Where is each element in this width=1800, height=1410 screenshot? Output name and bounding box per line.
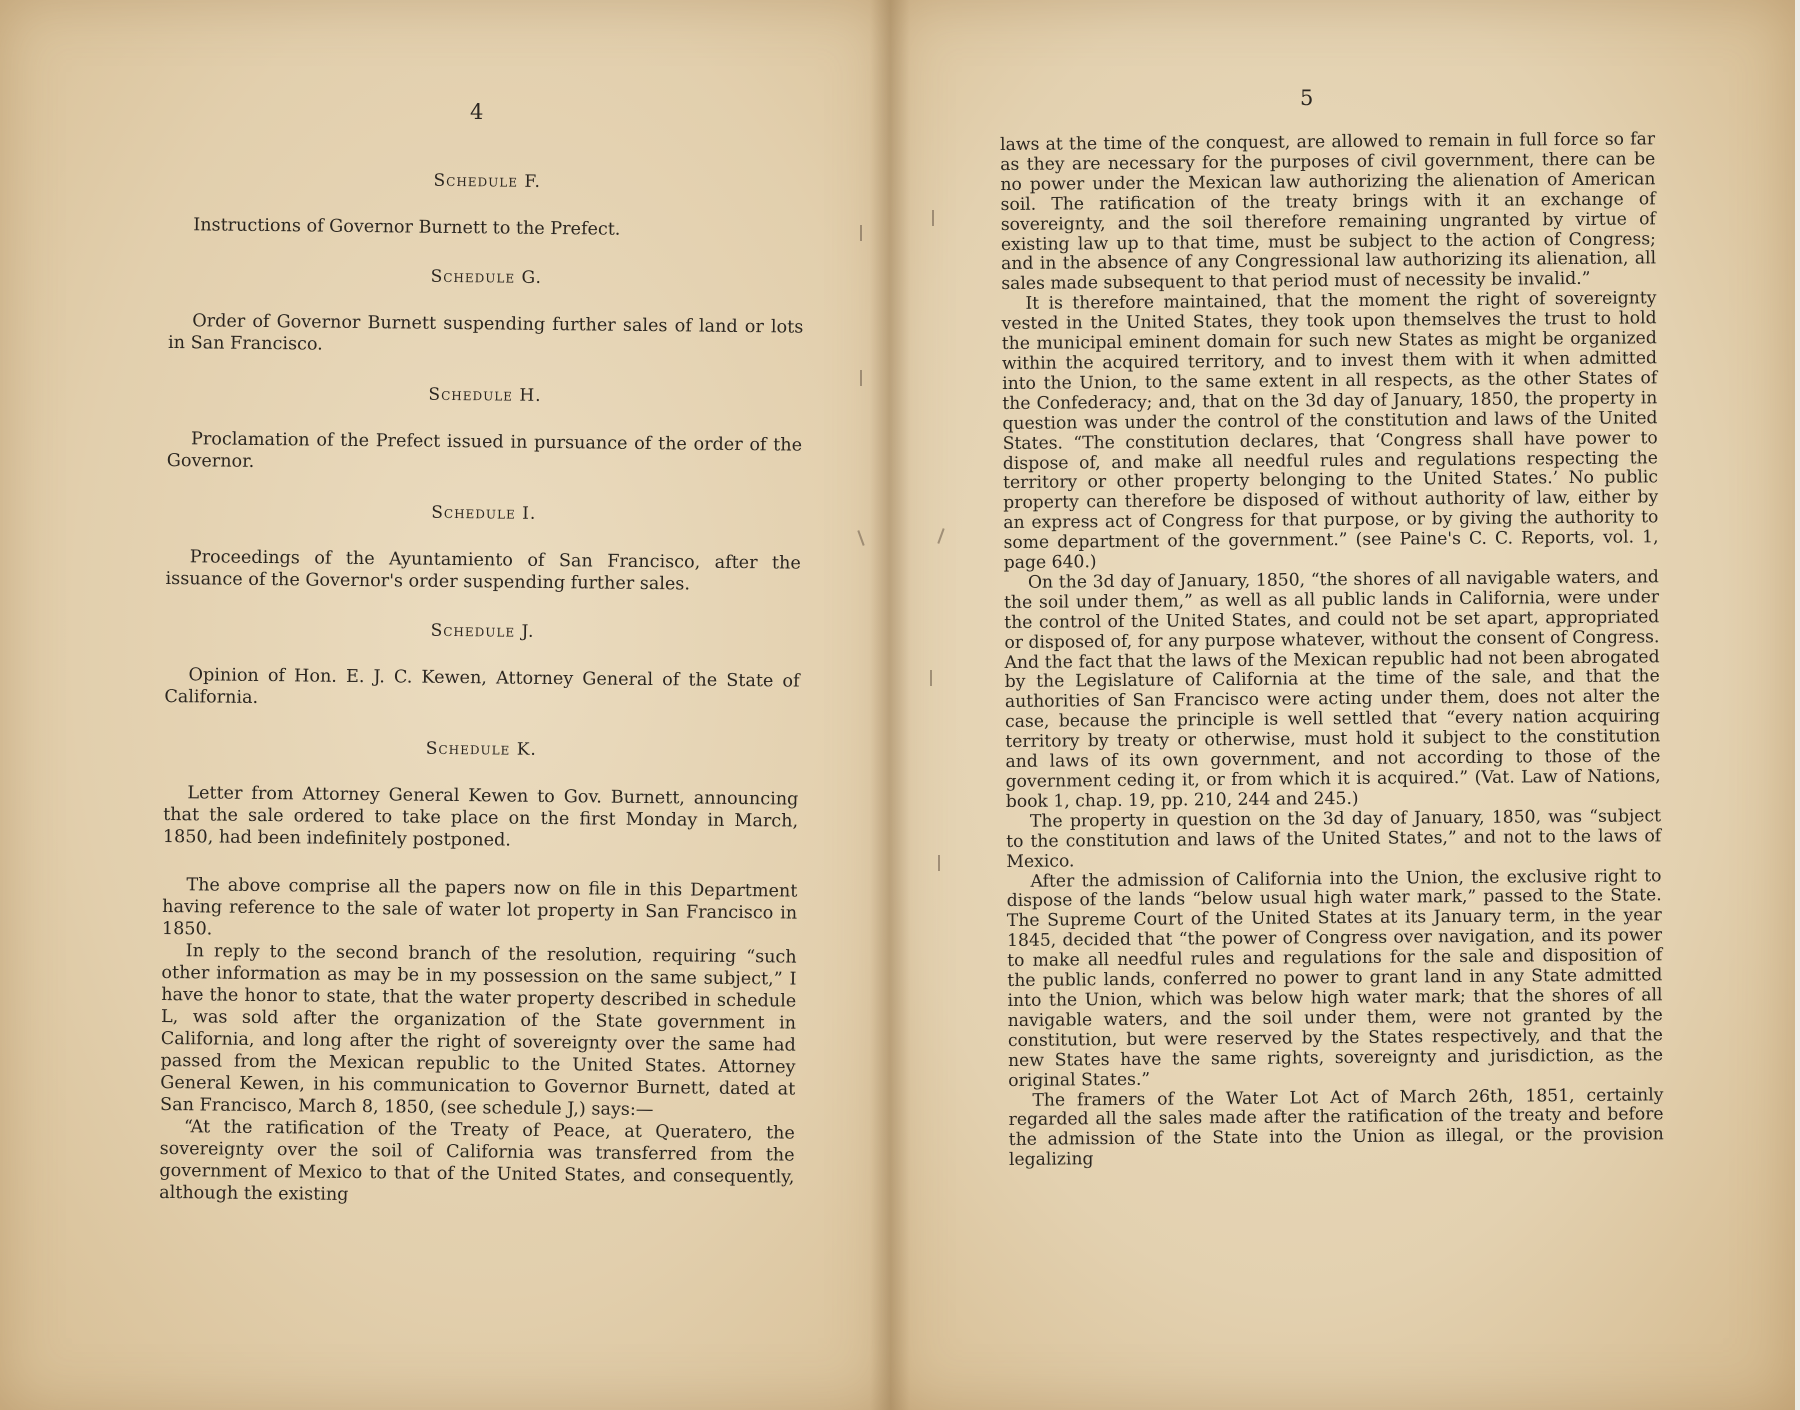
schedule-text: Proclamation of the Prefect issued in pursuance of the order of the Governor. <box>166 429 803 472</box>
left-page <box>0 0 890 1410</box>
right-page <box>890 0 1795 1410</box>
body-paragraph: The property in question on the 3d day of January, 1850, was “subject to the constitution and laws of the United States,” and not to the laws of Mexico. <box>1006 806 1662 872</box>
schedule-heading: Schedule I. <box>431 502 537 524</box>
schedule-heading: Schedule J. <box>430 620 535 642</box>
body-paragraph: After the admission of California into the Union, the exclusive right to dispose of the lands “below usual high water mark,” passed to the State. The Supreme Court of the United States at its January term, in the year 1845, decided that “the power of Congress over navigation, and its power to make all needful rules and regulations for the sale and disposition of the public lands, conferred no power to grant land in any State admitted into the Union, which was below high water mark; that the shores of all navigable waters, and the soil under them, were not granted by the constitution, but were reserved by the States respectively, and that the new States have the same rights, sovereignty and jurisdiction, as the original States.” <box>1006 865 1664 1091</box>
binding-mark <box>860 370 862 386</box>
right-page-number: 5 <box>1300 86 1315 110</box>
schedule-heading: Schedule G. <box>430 266 543 288</box>
schedule-heading: Schedule K. <box>425 738 537 760</box>
schedule-heading: Schedule F. <box>433 170 542 192</box>
binding-mark <box>938 855 940 871</box>
left-page-number: 4 <box>470 100 485 124</box>
body-paragraph: In reply to the second branch of the resolution, requiring “such other information as may be in my possession on the same subject,” I have the honor to state, that the water property described in schedule L, was sold after the organization of the State government in California, and long after the right of sovereignty over the same had passed from the Mexican republic to the United States. Attorney General Kewen, in his communication to Governor Burnett, dated at San Francisco, March 8, 1850, (see schedule J,) says:— <box>159 941 797 1121</box>
left-page-column <box>159 160 805 1211</box>
binding-marks <box>860 0 960 1410</box>
schedule-text: Opinion of Hon. E. J. C. Kewen, Attorney General of the State of California. <box>164 665 800 708</box>
body-paragraph: “At the ratification of the Treaty of Peace, at Queratero, the sovereignty over the soil of California was transferred from the government of Mexico to that of the United States, and consequently, although the existing <box>159 1117 795 1205</box>
binding-mark <box>860 225 862 241</box>
body-paragraph: laws at the time of the conquest, are allowed to remain in full force so far as they are necessary for the purposes of civil government, there can be no power under the Mexican law authorizing the alienation of American soil. The ratification of the treaty brings with it an exchange of sovereignty, and the soil therefore remaining ungranted by virtue of existing law up to that time, must be subject to the action of Congress; and in the absence of any Congressional law authorizing its alienation, all sales made subsequent to that period must of necessity be invalid.” <box>999 129 1657 295</box>
binding-mark <box>930 670 932 686</box>
body-paragraph: It is therefore maintained, that the moment the right of sovereignty vested in the United States, they took upon themselves the trust to hold the municipal eminent domain for such new States as might be organized within the acquired territory, and to invest them with it when admitted into the Union, to the same extent in all respects, as the other States of the Confederacy; and, that on the 3d day of January, 1850, the property in question was under the control of the constitution and laws of the United States. “The constitution declares, that ‘Congress shall have power to dispose of, and make all needful rules and regulations respecting the territory or other property belonging to the United States.’ No public property can therefore be disposed of without authority of law, either by an express act of Congress for that purpose, or by giving the authority to some department of the government.” (see Paine's C. C. Reports, vol. 1, page 640.) <box>1001 288 1659 574</box>
schedule-heading: Schedule H. <box>428 384 542 406</box>
body-paragraph: The above comprise all the papers now on file in this Department having reference to the sale of water lot property in San Francisco in 1850. <box>161 875 798 940</box>
schedule-text: Proceedings of the Ayuntamiento of San Francisco, after the issuance of the Governor's order suspending further sales. <box>165 547 801 595</box>
schedule-text: Letter from Attorney General Kewen to Gov. Burnett, announcing that the sale ordered to take place on the first Monday in March, 1850, had been indefinitely postponed. <box>162 783 799 851</box>
schedule-text: Order of Governor Burnett suspending further sales of land or lots in San Francisco. <box>167 311 804 355</box>
binding-mark <box>932 210 934 226</box>
binding-mark <box>937 528 944 544</box>
body-paragraph: The framers of the Water Lot Act of March 26th, 1851, certainly regarded all the sales made after the ratification of the treaty and before the admission of the State into the Union as illegal, or the provision legalizing <box>1008 1084 1664 1171</box>
right-page-column <box>1000 130 1664 1171</box>
schedule-text: Instructions of Governor Burnett to the Prefect. <box>193 215 621 240</box>
body-paragraph: On the 3d day of January, 1850, “the shores of all navigable waters, and the soil under them,” as well as all public lands in California, were under the control of the United States, and could not be set apart, appropriated or disposed of, for any purpose whatever, without the consent of Congress. And the fact that the laws of the Mexican republic had not been abrogated by the Legislature of California at the time of the sale, and that the authorities of San Francisco were acting under them, does not alter the case, because the principle is well settled that “every nation acquiring territory by treaty or otherwise, must hold it subject to the constitution and laws of its own government, and not according to those of the government ceding it, or from which it is acquired.” (Vat. Law of Nations, book 1, chap. 19, pp. 210, 244 and 245.) <box>1003 567 1661 812</box>
